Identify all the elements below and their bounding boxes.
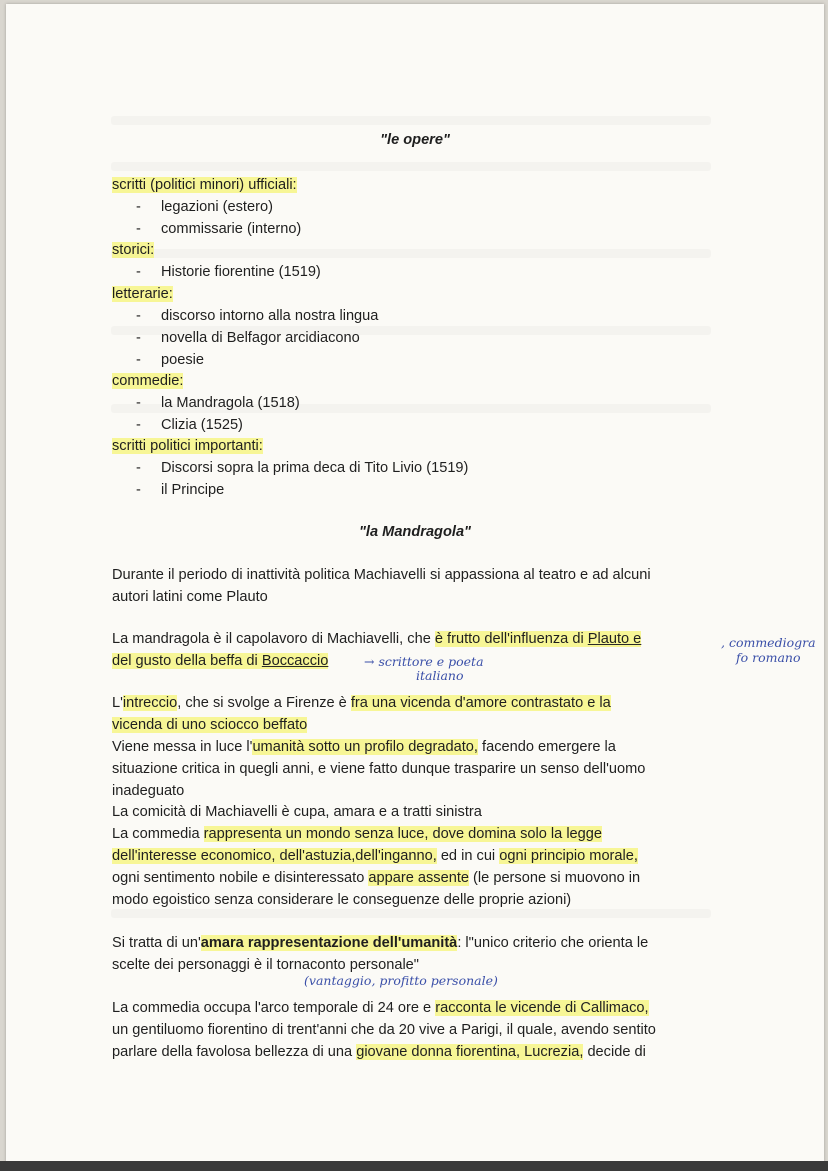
list-item: - commissarie (interno) bbox=[136, 221, 302, 237]
paragraph-line: La commedia rappresenta un mondo senza luce, dove domina solo la legge bbox=[112, 826, 603, 842]
category-heading: storici: bbox=[112, 242, 155, 258]
list-item: - Clizia (1525) bbox=[136, 417, 243, 433]
list-item: - il Principe bbox=[136, 482, 225, 498]
paragraph-line: L'intreccio, che si svolge a Firenze è fra una vicenda d'amore contrastato e la bbox=[112, 695, 611, 711]
paragraph-line: ogni sentimento nobile e disinteressato appare assente (le persone si muovono in bbox=[112, 870, 641, 886]
handwritten-note: , commediogra bbox=[721, 635, 816, 650]
paragraph-line: Durante il periodo di inattività politica Machiavelli si appassiona al teatro e ad alcuni bbox=[112, 567, 651, 583]
handwritten-note: fo romano bbox=[736, 650, 801, 665]
paragraph-line: inadeguato bbox=[112, 783, 185, 799]
paragraph-line: un gentiluomo fiorentino di trent'anni che da 20 vive a Parigi, il quale, avendo sentito bbox=[112, 1022, 656, 1038]
category-heading: commedie: bbox=[112, 373, 184, 389]
paragraph-line: Viene messa in luce l'umanità sotto un profilo degradato, facendo emergere la bbox=[112, 739, 616, 755]
list-item: - Historie fiorentine (1519) bbox=[136, 264, 321, 280]
page-bottom-edge bbox=[0, 1161, 828, 1171]
page-content bbox=[6, 4, 824, 1162]
list-item: - legazioni (estero) bbox=[136, 199, 273, 215]
list-item: - Discorsi sopra la prima deca di Tito Livio (1519) bbox=[136, 460, 469, 476]
category-heading: scritti (politici minori) ufficiali: bbox=[112, 177, 297, 193]
list-item: - poesie bbox=[136, 352, 205, 368]
handwritten-note: → scrittore e poeta bbox=[364, 654, 484, 669]
category-heading: scritti politici importanti: bbox=[112, 438, 263, 454]
title-la-mandragola: "la Mandragola" bbox=[359, 524, 471, 540]
paragraph-line: vicenda di uno sciocco beffato bbox=[112, 717, 308, 733]
paragraph-line: dell'interesse economico, dell'astuzia,dell'inganno, ed in cui ogni principio morale, bbox=[112, 848, 638, 864]
handwritten-note: (vantaggio, profitto personale) bbox=[304, 973, 498, 988]
list-item: - novella di Belfagor arcidiacono bbox=[136, 330, 360, 346]
paragraph-line: scelte dei personaggi è il tornaconto personale" bbox=[112, 957, 419, 973]
handwritten-note: italiano bbox=[416, 668, 464, 683]
paragraph-line: modo egoistico senza considerare le conseguenze delle proprie azioni) bbox=[112, 892, 572, 908]
document-page bbox=[6, 4, 824, 1162]
paragraph-line: autori latini come Plauto bbox=[112, 589, 268, 605]
paragraph-line: del gusto della beffa di Boccaccio bbox=[112, 653, 329, 669]
paragraph-line: parlare della favolosa bellezza di una giovane donna fiorentina, Lucrezia, decide di bbox=[112, 1044, 646, 1060]
paragraph-line: La mandragola è il capolavoro di Machiavelli, che è frutto dell'influenza di Plauto e bbox=[112, 631, 642, 647]
paragraph-line: La commedia occupa l'arco temporale di 24 ore e racconta le vicende di Callimaco, bbox=[112, 1000, 649, 1016]
list-item: - la Mandragola (1518) bbox=[136, 395, 300, 411]
paragraph-line: Si tratta di un'amara rappresentazione dell'umanità: l"unico criterio che orienta le bbox=[112, 935, 649, 951]
title-le-opere: "le opere" bbox=[380, 132, 450, 148]
paragraph-line: La comicità di Machiavelli è cupa, amara e a tratti sinistra bbox=[112, 804, 482, 820]
paragraph-line: situazione critica in quegli anni, e viene fatto dunque trasparire un senso dell'uomo bbox=[112, 761, 646, 777]
list-item: - discorso intorno alla nostra lingua bbox=[136, 308, 379, 324]
category-heading: letterarie: bbox=[112, 286, 173, 302]
